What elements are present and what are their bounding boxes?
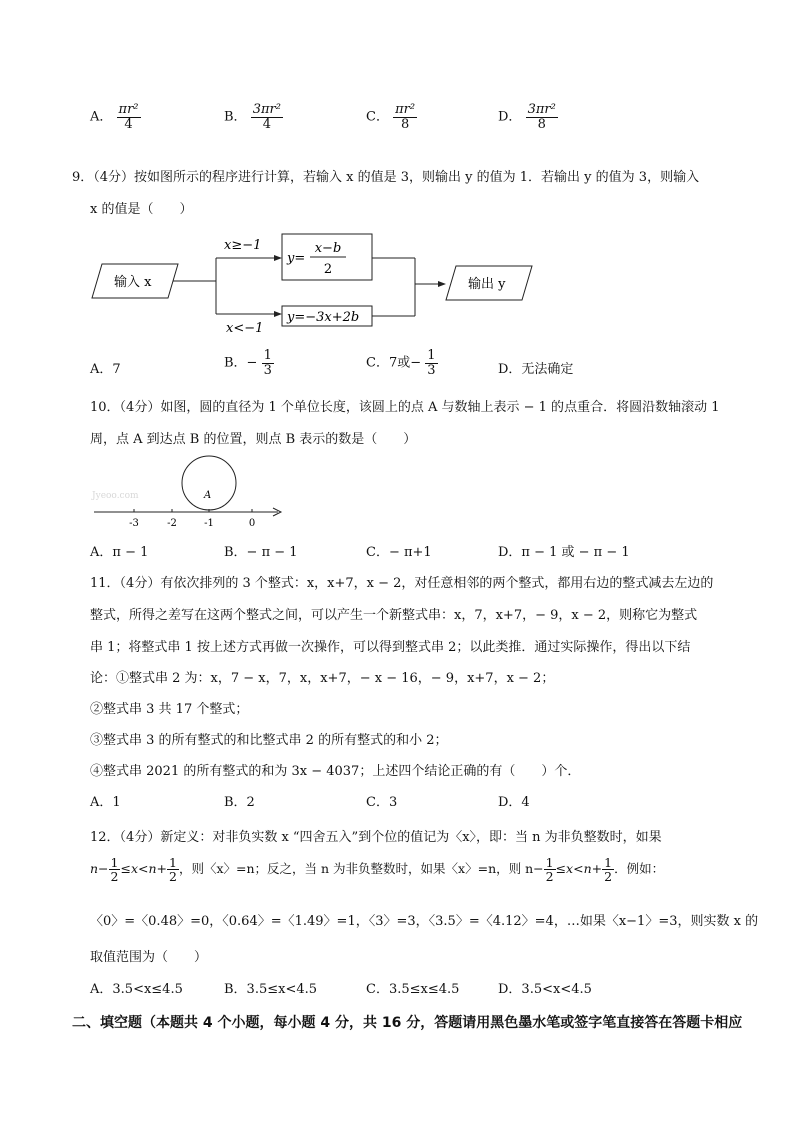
tick-label: -1 (204, 518, 214, 529)
q12-option-c: C．3.5≤x≤4.5 (366, 982, 460, 997)
q12-fraction-half: $\frac{1}{2}$ (545, 855, 554, 885)
q9-option-c-fraction: $\frac{1}{3}$ (427, 348, 436, 378)
q9-option-a: A．7 (90, 362, 121, 377)
q12-line2: n− $\frac{1}{2}$ ≤x<n+ $\frac{1}{2}$ ，则〈x〉=n；反之，当 n 为非负整数时，如果〈x〉=n，则 n− $\frac{1}{2}$ ≤x<n+ $\frac{1}{2}$ ．例如： (90, 855, 665, 885)
q11-line5: ②整式串 3 共 17 个整式； (90, 702, 249, 717)
q9-option-d: D．无法确定 (498, 362, 574, 377)
tick-label: -2 (167, 518, 177, 529)
flow-cond-bottom: x<−1 (226, 321, 264, 336)
q11-line6: ③整式串 3 的所有整式的和比整式串 2 的所有整式的和小 2； (90, 733, 448, 748)
q11-line7: ④整式串 2021 的所有整式的和为 3x − 4037；上述四个结论正确的有（ ）个． (90, 764, 581, 779)
flow-top-arrowhead (274, 255, 282, 261)
q10-option-a: A．π − 1 (90, 545, 149, 560)
q8-option-a: A． $\frac{\text{πr²}}{4}$ (90, 102, 139, 132)
q9-line2: x 的值是（ ） (90, 202, 193, 217)
flow-formula-top-num: x−b (314, 241, 342, 256)
q10-option-b: B．− π − 1 (224, 545, 298, 560)
q9-option-c: C．7或− $\frac{1}{3}$ (366, 348, 436, 378)
q10-line1: 10．（4分）如图，圆的直径为 1 个单位长度，该圆上的点 A 与数轴上表示 − 1 的点重合．将圆沿数轴滚动 1 (90, 400, 720, 415)
q11-line3: 串 1；将整式串 1 按上述方式再做一次操作，可以得到整式串 2；以此类推．通过实际操作，得出以下结 (90, 640, 691, 655)
q12-fraction-half: $\frac{1}{2}$ (110, 855, 119, 885)
q12-line4: 取值范围为（ ） (90, 950, 208, 965)
flow-output-arrowhead (438, 281, 446, 287)
tick-label: 0 (248, 518, 256, 529)
q11-line4: 论：①整式串 2 为：x，7 − x，7，x，x+7，− x − 16，− 9，x+7，x − 2； (90, 671, 555, 686)
q8-option-c-fraction: $\frac{\text{πr²}}{8}$ (395, 102, 416, 132)
flow-bottom-arrowhead (274, 311, 282, 317)
q12-fraction-half: $\frac{1}{2}$ (169, 855, 177, 885)
q11-option-c: C．3 (366, 795, 398, 810)
q10-number-line-figure (88, 454, 298, 530)
flow-output-label: 输出 y (468, 277, 506, 292)
watermark: Jyeoo.com (92, 491, 139, 501)
q12-line1: 12．（4分）新定义：对非负实数 x “四舍五入”到个位的值记为〈x〉，即：当 n 为非负整数时，如果 (90, 830, 662, 845)
flow-formula-top-lhs: y= (287, 251, 306, 266)
q12-option-a: A．3.5<x≤4.5 (90, 982, 183, 997)
q11-line2: 整式，所得之差写在这两个整式之间，可以产生一个新整式串：x，7，x+7，− 9，x − 2，则称它为整式 (90, 608, 698, 623)
q8-option-d-fraction: $\frac{\text{3πr²}}{8}$ (527, 102, 556, 132)
flow-input-label: 输入 x (114, 275, 152, 290)
flow-cond-top: x≥−1 (224, 238, 262, 253)
q11-option-b: B．2 (224, 795, 255, 810)
q10-option-d: D．π − 1 或 − π − 1 (498, 545, 630, 560)
q12-line3: 〈0〉=〈0.48〉=0，〈0.64〉=〈1.49〉=1，〈3〉=3，〈3.5〉=〈4.12〉=4，…如果〈x−1〉=3，则实数 x 的 (90, 914, 759, 929)
flow-formula-bottom: y=−3x+2b (287, 310, 360, 325)
q8-option-b: B． $\frac{\text{3πr²}}{4}$ (224, 102, 281, 132)
q10-option-c: C．− π+1 (366, 545, 432, 560)
q9-option-b: B．− $\frac{1}{3}$ (224, 348, 272, 378)
q11-line1: 11．（4分）有依次排列的 3 个整式：x，x+7，x − 2，对任意相邻的两个整式，都用右边的整式减去左边的 (90, 576, 714, 591)
q8-option-b-fraction: $\frac{\text{3πr²}}{4}$ (252, 102, 281, 132)
q12-option-b: B．3.5≤x<4.5 (224, 982, 318, 997)
flow-formula-top-den: 2 (323, 262, 333, 277)
q12-option-d: D．3.5<x<4.5 (498, 982, 592, 997)
q9-option-b-fraction: $\frac{1}{3}$ (263, 348, 272, 378)
q8-option-a-fraction: $\frac{\text{πr²}}{4}$ (118, 102, 139, 132)
tick-label: -3 (129, 518, 139, 529)
q9-flowchart (88, 228, 558, 340)
point-a-label: A (204, 490, 212, 501)
q12-fraction-half: $\frac{1}{2}$ (604, 855, 613, 885)
q8-option-c: C． $\frac{\text{πr²}}{8}$ (366, 102, 416, 132)
q10-line2: 周，点 A 到达点 B 的位置，则点 B 表示的数是（ ） (90, 432, 417, 447)
rolling-circle (182, 456, 236, 510)
q11-option-a: A．1 (90, 795, 121, 810)
q9-line1: 9．（4分）按如图所示的程序进行计算，若输入 x 的值是 3，则输出 y 的值为 1．若输出 y 的值为 3，则输入 (72, 170, 700, 185)
q11-option-d: D．4 (498, 795, 530, 810)
section-2-title: 二、填空题（本题共 4 个小题，每小题 4 分，共 16 分，答题请用黑色墨水笔或签字笔直接答在答题卡相应 (72, 1015, 743, 1031)
q8-option-d: D． $\frac{\text{3πr²}}{8}$ (498, 102, 556, 132)
